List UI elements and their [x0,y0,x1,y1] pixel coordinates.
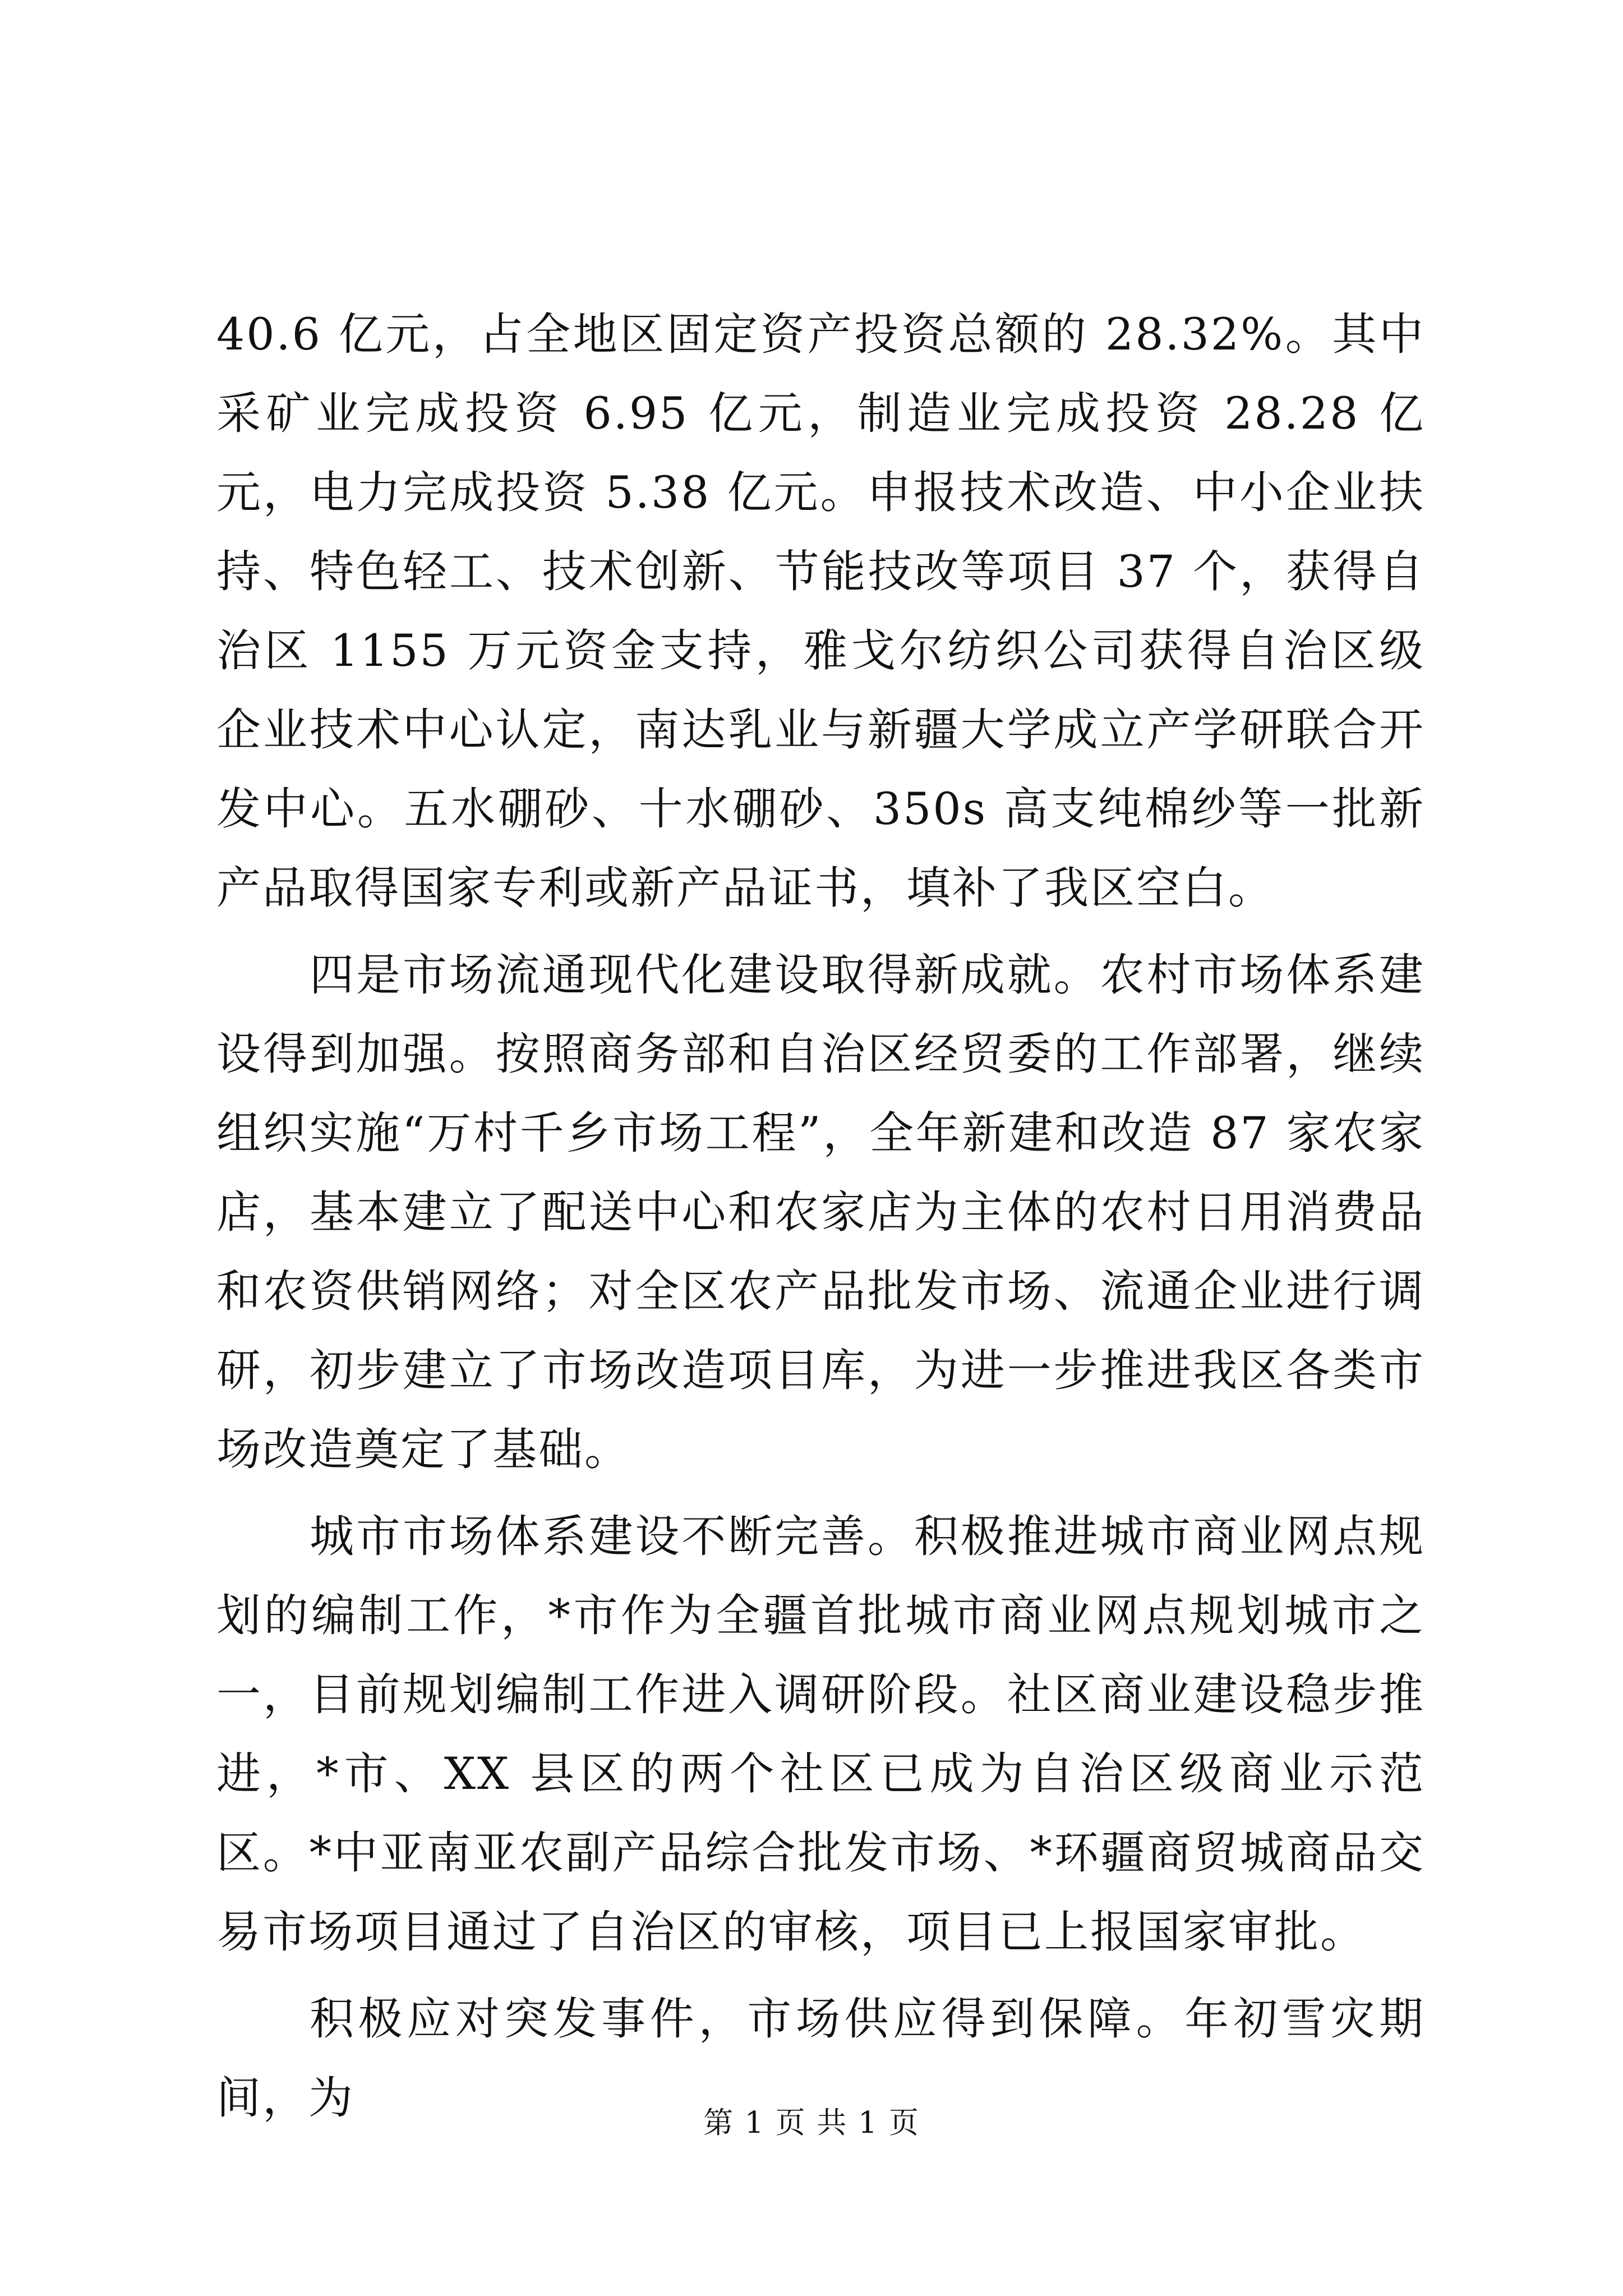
document-body [216,295,1425,2138]
paragraph-4: 积极应对突发事件，市场供应得到保障。年初雪灾期间，为 [216,1993,1425,2124]
paragraph-2: 四是市场流通现代化建设取得新成就。农村市场体系建设得到加强。按照商务部和自治区经贸委的工作部署，继续组织实施“万村千乡市场工程”，全年新建和改造 87 家农家店，基本建立了配送中心和农家店为主体的农村日用消费品和农资供销网络；对全区农产品批发市场、流通企业进行调研，初步建立了市场改造项目库，为进一步推进我区各类市场改造奠定了基础。 [216,949,1425,1475]
paragraph-1: 40.6 亿元，占全地区固定资产投资总额的 28.32%。其中采矿业完成投资 6.95 亿元，制造业完成投资 28.28 亿元，电力完成投资 5.38 亿元。申报技术改造、中小企业扶持、特色轻工、技术创新、节能技改等项目 37 个，获得自治区 1155 万元资金支持，雅戈尔纺织公司获得自治区级企业技术中心认定，南达乳业与新疆大学成立产学研联合开发中心。五水硼砂、十水硼砂、350s 高支纯棉纱等一批新产品取得国家专利或新产品证书，填补了我区空白。 [216,309,1425,914]
page-number-footer: 第 1 页 共 1 页 [703,2106,920,2140]
paragraph-3: 城市市场体系建设不断完善。积极推进城市商业网点规划的编制工作，*市作为全疆首批城市商业网点规划城市之一，目前规划编制工作进入调研阶段。社区商业建设稳步推进，*市、XX 县区的两个社区已成为自治区级商业示范区。*中亚南亚农副产品综合批发市场、*环疆商贸城商品交易市场项目通过了自治区的审核，项目已上报国家审批。 [216,1511,1425,1958]
